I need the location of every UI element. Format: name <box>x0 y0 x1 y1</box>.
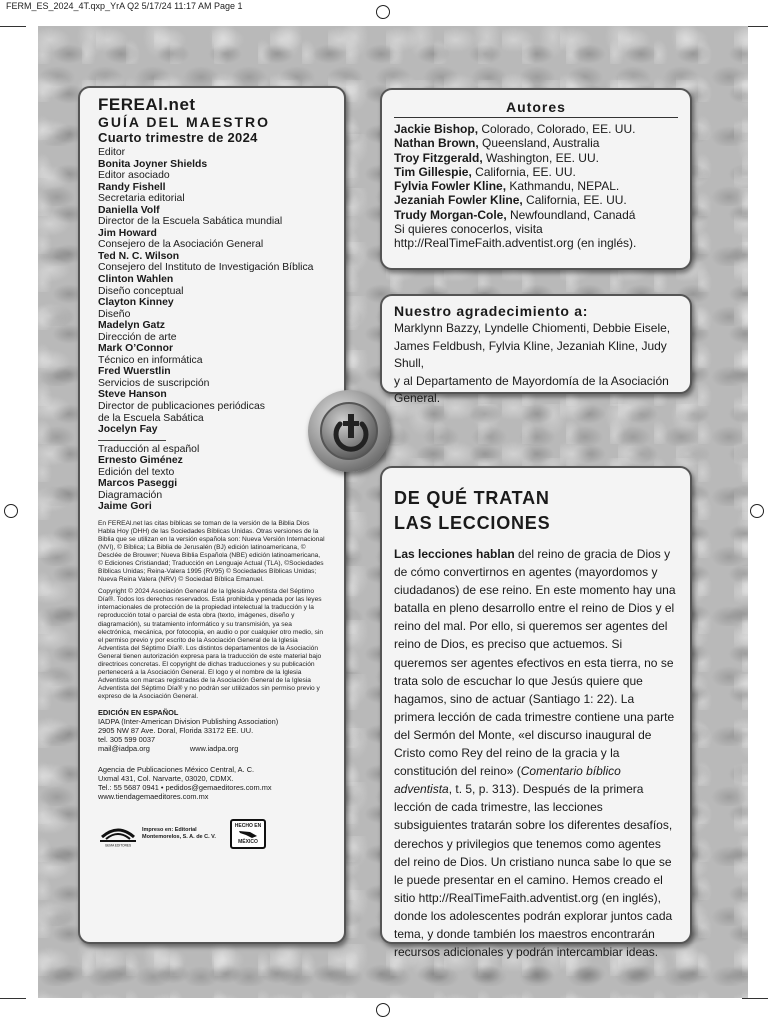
staff-name: Bonita Joyner Shields <box>98 158 208 170</box>
lessons-text: del reino de gracia de Dios y de cómo convertirnos en agentes (mayordomos y ciudadanos) de ese reino. En este momento hay una batalla en pleno desarrollo entre el reino de Dios y el reino del mal. Por ello, si queremos ser agentes del reino de Dios, es preciso que actuemos. Si queremos ser agentes efectivos en esta tierra, no se trata solo de escuchar lo que Jesús quiere que hagamos, sino de actuar (Santiago 1: 22). La primera lección de cada trimestre contiene una parte del Sermón del Monte, «el discurso inaugural de Cristo como Rey del reino de la gracia y la constitución del reino» ( <box>394 547 676 779</box>
acknowledgements-body <box>394 320 678 408</box>
crop-mark <box>0 26 26 27</box>
staff-name: Fred Wuerstlin <box>98 366 171 378</box>
acknowledgements-line: General. <box>394 391 441 406</box>
spanish-staff-list <box>98 444 326 513</box>
brand-title: FEREAl.net <box>98 95 196 114</box>
publisher-email-link[interactable]: mail@iadpa.org <box>98 743 150 753</box>
lessons-citation: Comentario bíblico adventista <box>394 764 621 797</box>
legal-notice <box>98 520 326 701</box>
agency-line: Uxmal 431, Col. Narvarte, 03020, CDMX. <box>98 773 234 783</box>
badge-line: HECHO EN <box>234 822 262 829</box>
authors-panel <box>380 88 692 270</box>
staff-role: de la Escuela Sabática <box>98 412 204 424</box>
staff-role: Diseño <box>98 308 131 320</box>
staff-name: Marcos Paseggi <box>98 478 178 490</box>
authors-note: Si quieres conocerlos, visita <box>394 222 543 237</box>
registration-mark-bottom <box>376 1003 390 1017</box>
staff-role: Consejero del Instituto de Investigación Bíblica <box>98 262 314 274</box>
print-slug: FERM_ES_2024_4T.qxp_YrA Q2 5/17/24 11:17 AM Page 1 <box>6 1 243 11</box>
staff-name: Ted N. C. Wilson <box>98 250 180 262</box>
printed-by-label: Impreso en: Editorial Montemorelos, S. A. de C. V. <box>142 826 216 840</box>
acknowledgements-line: Marklynn Bazzy, Lyndelle Chiomenti, Debbie Eisele, <box>394 321 671 335</box>
staff-name: Jocelyn Fay <box>98 424 158 436</box>
author-item: Fylvia Fowler Kline, Kathmandu, NEPAL. <box>394 179 620 194</box>
staff-role: Editor asociado <box>98 170 170 182</box>
authors-title: Autores <box>394 99 678 118</box>
staff-name: Randy Fishell <box>98 181 166 193</box>
staff-name: Ernesto Giménez <box>98 455 183 467</box>
quarter-label: Cuarto trimestre de 2024 <box>98 130 258 145</box>
crop-mark <box>742 998 768 999</box>
author-item: Trudy Morgan-Cole, Newfoundland, Canadá <box>394 207 636 222</box>
staff-name: Clinton Wahlen <box>98 274 174 286</box>
staff-name: Madelyn Gatz <box>98 320 165 332</box>
bible-versions-note: En FEREAl.net las citas bíblicas se toman de la versión de la Biblia Dios Habla Hoy (DHH) de las Sociedades Bíblicas Unidas. Otras versiones de la Biblia que se utilizan en la versión española son: Nueva Versión Internacional (NVI), © Bíblica; La Biblia de Jerusalén (BJ) edición latinoamericana, © Desclée de Brouwer; Nueva Biblia Española (NBE) edición latinoamericana, © Ediciones Cristiandad; Traducción en Lenguaje Actual (TLA), ©Sociedades Bíblicas Unidas; Reina-Valera 1995 (RV95) © Sociedades Bíblicas Unidas; Nueva Reina Valera (NRV) © Sociedad Bíblica Emanuel. <box>98 519 325 584</box>
lessons-panel <box>380 466 692 960</box>
acknowledgements-line: y al Departamento de Mayordomía de la Asociación <box>394 373 669 388</box>
staff-role: Director de la Escuela Sabática mundial <box>98 216 283 228</box>
author-item: Troy Fitzgerald, Washington, EE. UU. <box>394 150 599 165</box>
author-item: Nathan Brown, Queensland, Australia <box>394 136 600 151</box>
staff-role: Secretaria editorial <box>98 193 185 205</box>
staff-list <box>98 147 326 436</box>
staff-name: Jim Howard <box>98 227 157 239</box>
gema-editores-logo <box>98 821 138 847</box>
gema-logo-text: GEMA EDITORES <box>104 843 132 847</box>
copyright-notice: Copyright © 2024 Asociación General de la Iglesia Adventista del Séptimo Día®. Todos los derechos reservados. Está prohibida y penada por las leyes internacionales de protección de la propiedad intelectual la traducción y la reproducción total o parcial de esta obra (texto, imágenes, diseño y diagramación), su tratamiento informático y su transmisión, ya sea electrónica, mecánica, por fotocopia, en audio o por cualquier otro medio, sin el permiso previo y por escrito de la Asociación General de la Iglesia Adventista del Séptimo Día®. Los distintos departamentos de la Asociación General tienen autorización expresa para la traducción de este material bajo directrices concretas. El copyright de dichas traducciones y su publicación pertenecerá a la Asociación General. El logo y el nombre de la Iglesia Adventista son marcas registradas de la Asociación General de la Iglesia Adventista del Séptimo Día® y no podrán ser utilizados sin permiso previo y expreso de la Asociación General. <box>98 588 324 700</box>
publisher-line: 2905 NW 87 Ave. Doral, Florida 33172 EE. UU. <box>98 725 254 735</box>
power-cross-icon <box>322 404 380 462</box>
registration-mark-left <box>4 504 18 518</box>
lessons-body <box>394 545 678 961</box>
publisher-line: IADPA (Inter-American Division Publishing Association) <box>98 716 279 726</box>
staff-role: Traducción al español <box>98 443 200 455</box>
printer-logos <box>98 819 326 849</box>
staff-role: Editor <box>98 147 126 158</box>
acknowledgements-panel <box>380 294 692 406</box>
authors-site-link[interactable]: http://RealTimeFaith.adventist.org (en inglés). <box>394 236 637 251</box>
mexico-map-icon <box>238 829 258 839</box>
printer-logo <box>98 821 222 847</box>
staff-name: Steve Hanson <box>98 389 167 401</box>
publisher-web-link[interactable]: www.iadpa.org <box>189 743 239 753</box>
lessons-text: , t. 5, p. 313). Después de la primera lección de cada trimestre, las lecciones subsiguientes tratarán sobre los diferentes desafíos, derechos y privilegios que tenemos como agentes del reino de Dios. Un cristiano nunca sabe lo que se le puede presentar en el camino. Hemos creado el sitio http://RealTimeFaith.adventist.org (en inglés), donde los adolescentes podrán explorar juntos cada tema, y donde también los maestros encontrarán recursos adicionales y podrán intercambiar ideas. <box>394 782 673 960</box>
masthead-panel <box>78 86 346 944</box>
staff-role: Diseño conceptual <box>98 285 184 297</box>
registration-mark-top <box>376 5 390 19</box>
agency-line: Tel.: 55 5687 0941 • pedidos@gemaeditores.com.mx <box>98 782 272 792</box>
author-item: Tim Gillespie, California, EE. UU. <box>394 164 576 179</box>
publisher-line: tel. 305 599 0037 <box>98 734 156 744</box>
badge-line: MÉXICO <box>238 838 258 845</box>
power-logo-medallion <box>308 390 390 472</box>
guide-subtitle: GUÍA DEL MAESTRO <box>98 114 271 130</box>
staff-name: Daniella Volf <box>98 204 160 216</box>
acknowledgements-title: Nuestro agradecimiento a: <box>394 303 589 319</box>
agency-line: Agencia de Publicaciones México Central, A. C. <box>98 764 255 774</box>
lessons-title-line1: DE QUÉ TRATAN <box>394 488 550 508</box>
staff-name: Jaime Gori <box>98 501 152 513</box>
crop-mark <box>0 998 26 999</box>
staff-name: Mark O’Connor <box>98 343 174 355</box>
staff-role: Edición del texto <box>98 466 175 478</box>
registration-mark-right <box>750 504 764 518</box>
lessons-title-line2: LAS LECCIONES <box>394 513 551 533</box>
author-item: Jackie Bishop, Colorado, Colorado, EE. UU. <box>394 122 636 136</box>
divider <box>98 440 166 441</box>
publisher-heading: EDICIÓN EN ESPAÑOL <box>98 707 179 717</box>
made-in-mexico-badge <box>230 819 266 849</box>
staff-role: Consejero de la Asociación General <box>98 239 264 251</box>
staff-role: Diagramación <box>98 489 163 501</box>
author-item: Jezaniah Fowler Kline, California, EE. UU. <box>394 193 627 208</box>
staff-role: Servicios de suscripción <box>98 377 210 389</box>
staff-role: Director de publicaciones periódicas <box>98 401 265 413</box>
staff-role: Técnico en informática <box>98 354 203 366</box>
agency-web-link[interactable]: www.tiendagemaeditores.com.mx <box>98 791 209 801</box>
lessons-lead: Las lecciones hablan <box>394 547 515 561</box>
staff-role: Dirección de arte <box>98 331 177 343</box>
staff-name: Clayton Kinney <box>98 297 174 309</box>
acknowledgements-line: James Feldbush, Fylvia Kline, Jezaniah Kline, Judy Shull, <box>394 338 667 371</box>
